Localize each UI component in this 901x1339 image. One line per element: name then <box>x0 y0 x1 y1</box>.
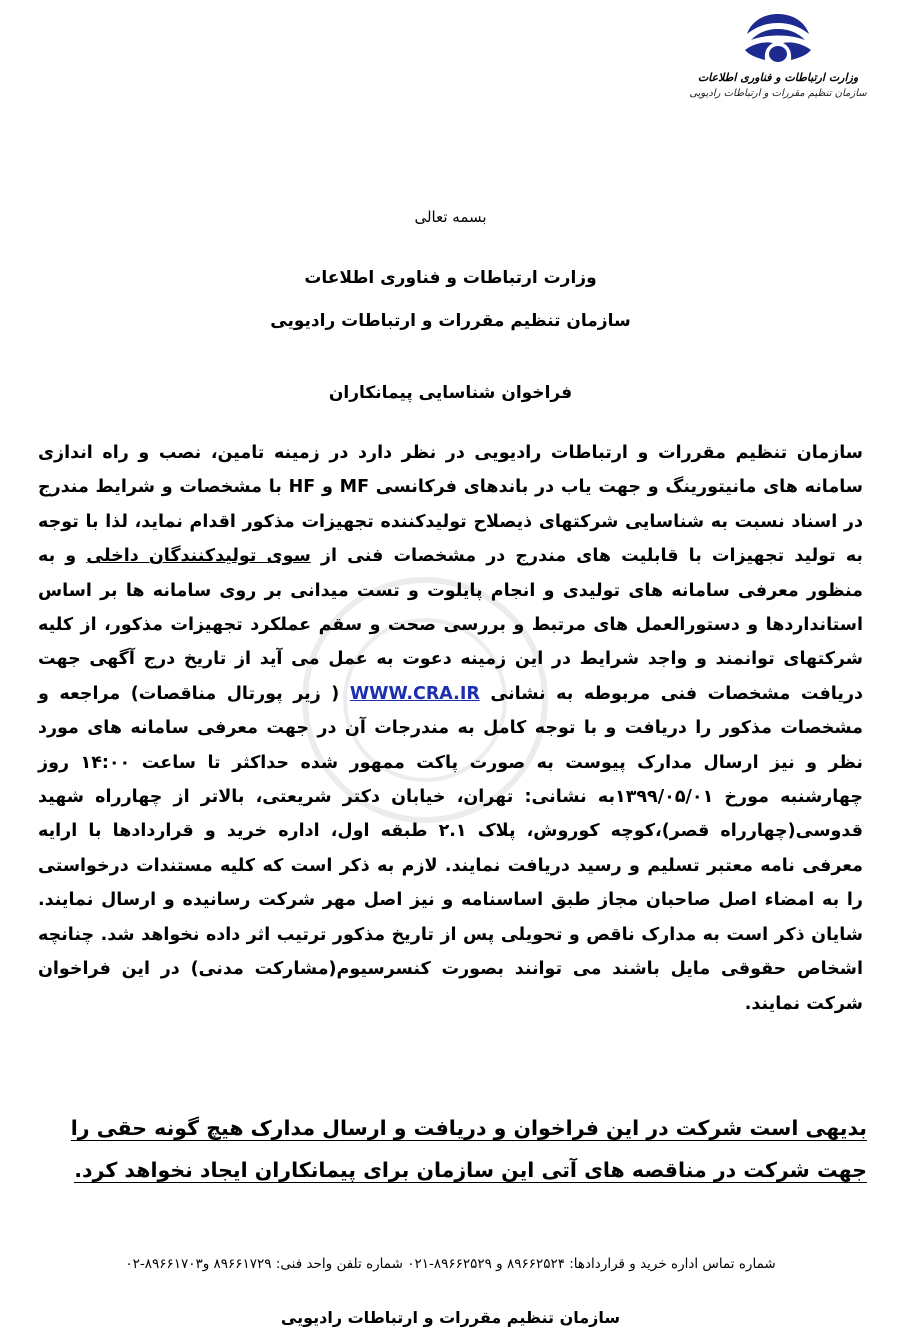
letterhead-ministry: وزارت ارتباطات و فناوری اطلاعات <box>697 71 859 84</box>
ministry-heading: وزارت ارتباطات و فناوری اطلاعات <box>304 268 597 288</box>
cra-logo-icon <box>737 10 819 68</box>
document-title: فراخوان شناسایی پیمانکاران <box>328 383 573 403</box>
letterhead-organization: سازمان تنظیم مقررات و ارتباطات رادیویی <box>689 88 867 99</box>
website-link[interactable]: WWW.CRA.IR <box>349 683 480 704</box>
body-text-part-2: و به منظور معرفی سامانه های تولیدی و انجام پایلوت و تست میدانی بر روی سامانه ها بر اساس استانداردها و دستورالعمل های مرتبط و بررسی صحت و سقم عملکرد تجهیزات مذکور، از کلیه شرکتهای توانمند و واجد شرایط در این زمینه دعوت به عمل می آید از تاریخ درج آگهی جهت دریافت مشخصات فنی مربوطه به نشانی <box>38 546 863 704</box>
bismillah: بسمه تعالی <box>414 208 487 226</box>
announcement-body <box>38 436 863 1021</box>
notice-line-2: جهت شرکت در مناقصه های آتی این سازمان برای پیمانکاران ایجاد نخواهد کرد. <box>74 1158 867 1182</box>
organization-heading: سازمان تنظیم مقررات و ارتباطات رادیویی <box>270 311 631 331</box>
letterhead <box>683 10 873 102</box>
body-text-part-3: ( زیر پورتال مناقصات) مراجعه و مشخصات مذکور را دریافت و با توجه کامل به مندرجات آن در جهت معرفی سامانه های مورد نظر و نیز ارسال مدارک پیوست به صورت پاکت ممهور شده حداکثر تا ساعت ۱۴:۰۰ روز چهارشنبه مورخ ۱۳۹۹/۰۵/۰۱به نشانی: تهران، خیابان دکتر شریعتی، بالاتر از چهارراه شهید قدوسی(چهارراه قصر)،کوچه کوروش، پلاک ۲.۱ طبقه اول، اداره خرید و قراردادها با ارایه معرفی نامه معتبر تسلیم و رسید دریافت نمایند. لازم به ذکر است که کلیه مستندات درخواستی را به امضاء اصل صاحبان مجاز طبق اساسنامه و نیز اصل مهر شرکت رسانیده و ارسال نمایند. شایان ذکر است به مدارک ناقص و تحویلی پس از تاریخ مذکور ترتیب اثر داده نخواهد شد. چنانچه اشخاص حقوقی مایل باشند می توانند بصورت کنسرسیوم(مشارکت مدنی) در این فراخوان شرکت نمایند. <box>38 683 864 1014</box>
notice-block <box>34 1107 867 1191</box>
body-text-part-1: سازمان تنظیم مقررات و ارتباطات رادیویی در نظر دارد در زمینه تامین، نصب و راه اندازی سامانه های مانیتورینگ و جهت یاب در باندهای فرکانسی MF و HF با مشخصات و شرایط مندرج در اسناد نسبت به شناسایی شرکتهای ذیصلاح تولیدکننده تجهیزات مذکور اقدام نماید، لذا با توجه به تولید تجهیزات با قابلیت های مندرج در مشخصات فنی از <box>38 443 863 567</box>
footer-organization: سازمان تنظیم مقررات و ارتباطات رادیویی <box>280 1308 621 1327</box>
notice-line-1: بدیهی است شرکت در این فراخوان و دریافت و ارسال مدارک هیچ گونه حقی را <box>70 1116 867 1140</box>
contact-info: شماره تماس اداره خرید و قراردادها: ۸۹۶۶۲۵۲۴ و ۸۹۶۶۲۵۲۹-۰۲۱ شماره تلفن واحد فنی: ۸۹۶۶۱۷۲۹ و۸۹۶۶۱۷۰۳-۰۲ <box>125 1256 776 1272</box>
body-text-underlined: سوی تولیدکنندگان داخلی <box>86 546 311 567</box>
